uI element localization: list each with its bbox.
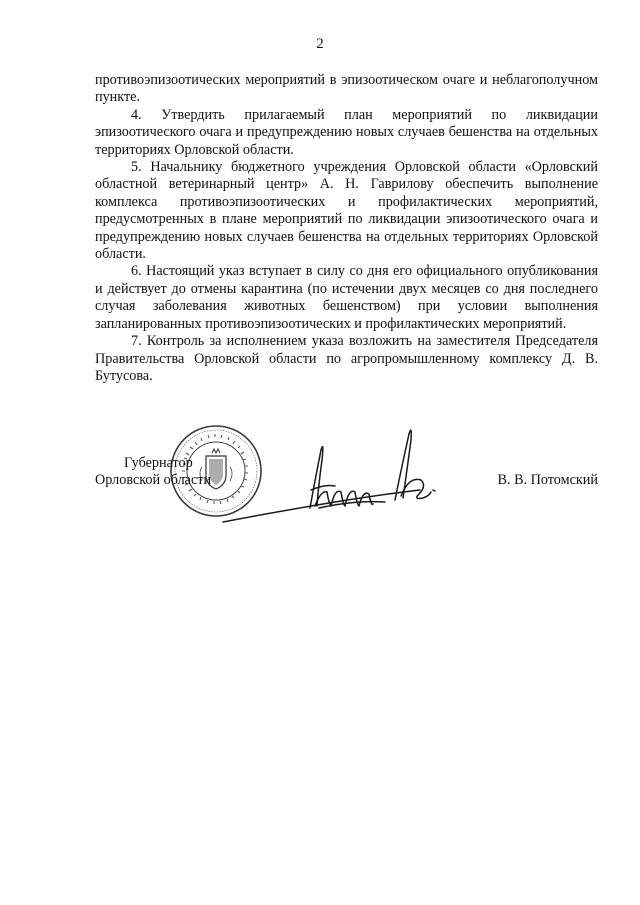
paragraph-item-5: 5. Начальнику бюджетного учреждения Орловской области «Орловский областной ветеринарный центр» А. Н. Гаврилову обеспечить выполнение комплекса противоэпизоотических и профилактических мероприятий, предусмотренных в плане мероприятий по ликвидации эпизоотического очага и предупреждению новых случаев бешенства на отдельных территориях Орловской области.	[95, 159, 598, 263]
paragraph-item-6: 6. Настоящий указ вступает в силу со дня его официального опубликования и действует до отмены карантина (по истечении двух месяцев со дня последнего случая заболевания животных бешенством) при условии выполнения запланированных противоэпизоотических и профилактических мероприятий.	[95, 263, 598, 332]
signatory-title-line-1: Губернатор	[124, 455, 193, 471]
paragraph-continuation: противоэпизоотических мероприятий в эпизоотическом очаге и неблагополучном пункте.	[95, 72, 598, 106]
paragraph-item-7: 7. Контроль за исполнением указа возложить на заместителя Председателя Правительства Орловской области по агропромышленному комплексу Д. В. Бутусова.	[95, 333, 598, 384]
document-body	[95, 72, 598, 385]
signatory-name: В. В. Потомский	[497, 472, 598, 488]
handwritten-signature-icon	[215, 420, 455, 535]
signature-block	[0, 420, 640, 540]
signatory-title-line-2: Орловской области	[95, 472, 212, 488]
page-number: 2	[316, 36, 324, 52]
paragraph-item-4: 4. Утвердить прилагаемый план мероприятий по ликвидации эпизоотического очага и предупреждению новых случаев бешенства на отдельных территориях Орловской области.	[95, 106, 598, 158]
